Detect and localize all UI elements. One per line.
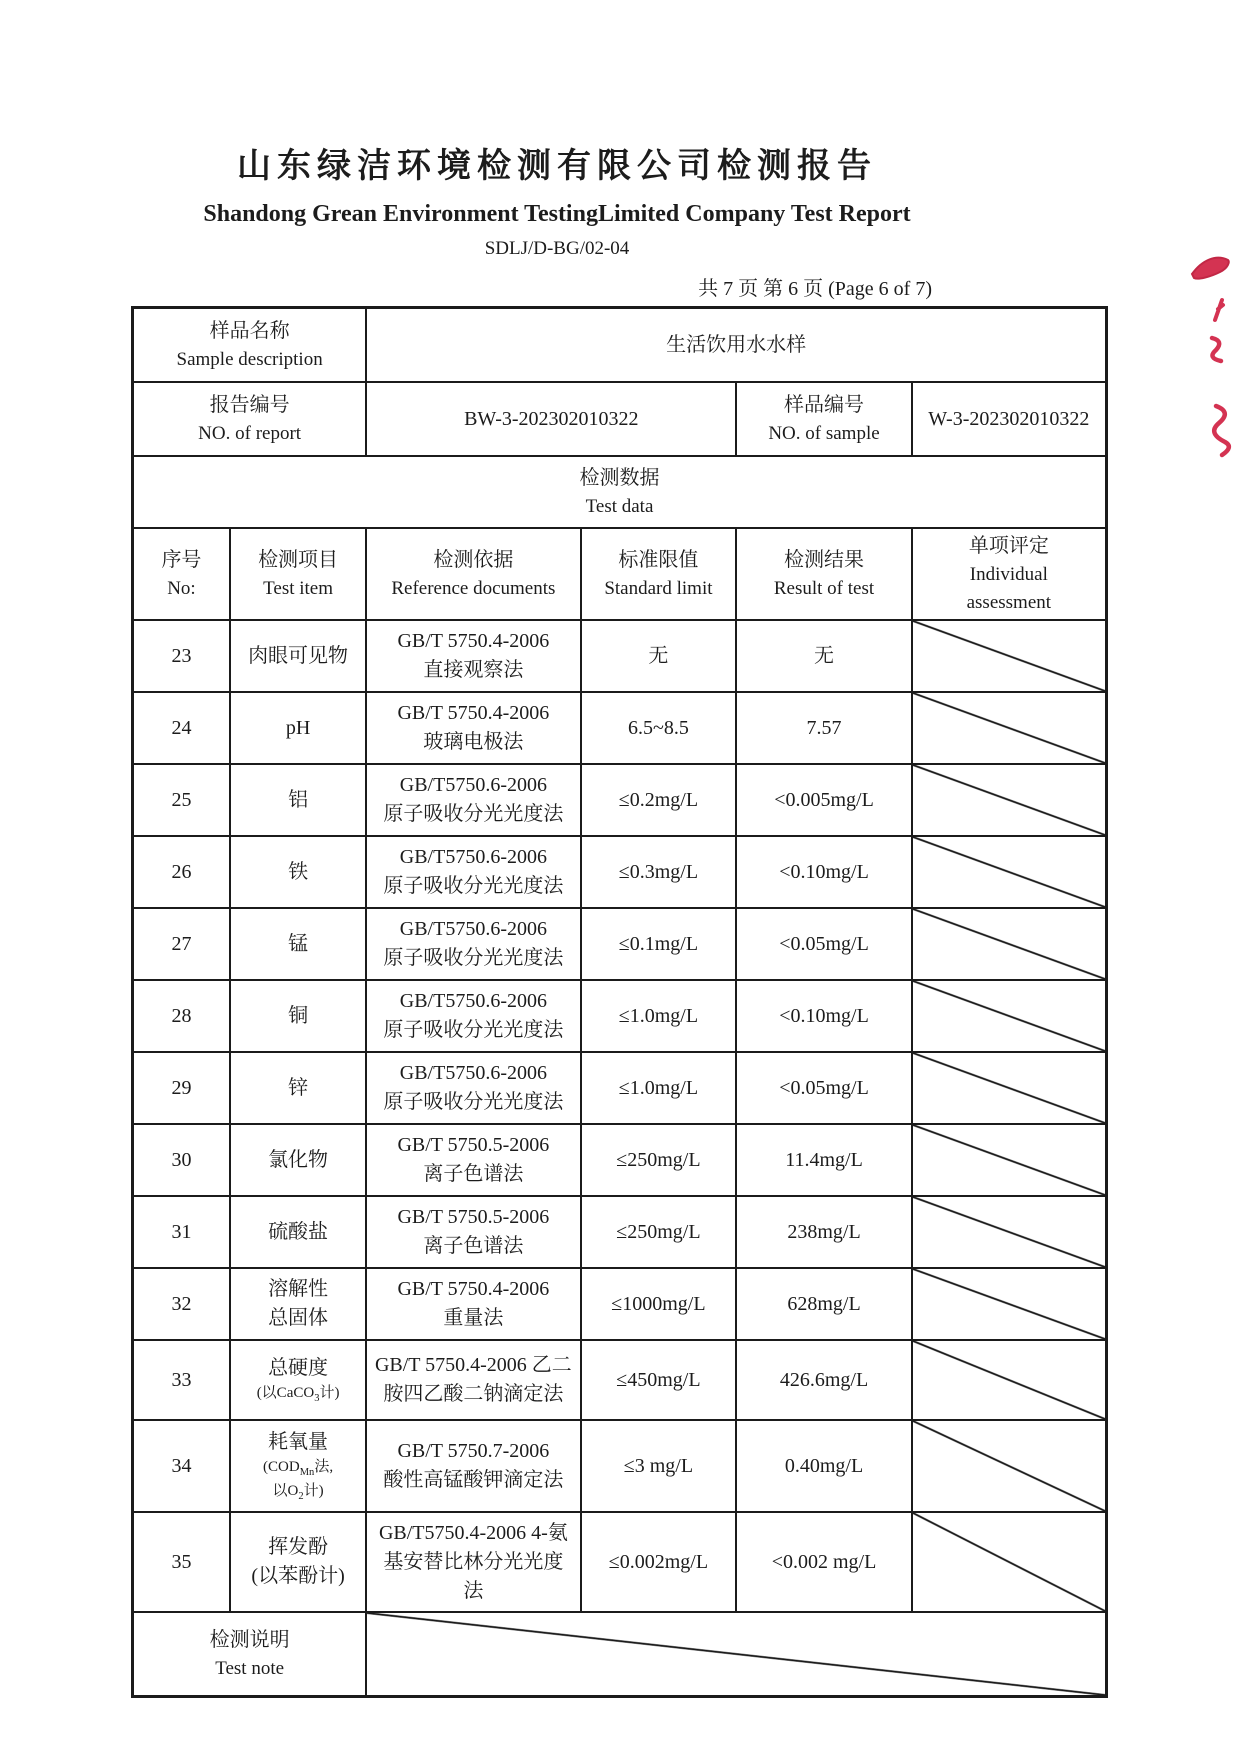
row-reference: GB/T5750.6-2006 原子吸收分光光度法 [366,836,580,908]
row-no: 28 [133,980,230,1052]
row-result: 7.57 [736,692,911,764]
row-standard-limit: ≤0.002mg/L [581,1512,737,1612]
row-standard-limit: ≤250mg/L [581,1124,737,1196]
row-reference: GB/T 5750.5-2006 离子色谱法 [366,1196,580,1268]
row-no: 23 [133,620,230,692]
report-title-cn: 山东绿洁环境检测有限公司检测报告 [237,148,877,185]
row-standard-limit: ≤3 mg/L [581,1420,737,1512]
report-no-value: BW-3-202302010322 [366,382,736,456]
row-item: 铁 [230,836,366,908]
row-standard-limit: ≤0.3mg/L [581,836,737,908]
row-no: 32 [133,1268,230,1340]
document-code: SDLJ/D-BG/02-04 [484,238,630,259]
row-result: 628mg/L [736,1268,911,1340]
row-no: 33 [133,1340,230,1420]
test-row [133,908,1107,980]
section-title: 检测数据 Test data [133,456,1107,528]
row-no: 25 [133,764,230,836]
row-no: 34 [133,1420,230,1512]
row-no: 26 [133,836,230,908]
page-indicator: 共 7 页 第 6 页 (Page 6 of 7) [698,278,932,300]
row-assessment-blank [912,1268,1107,1340]
row-assessment-blank [912,980,1107,1052]
row-reference: GB/T 5750.4-2006 直接观察法 [366,620,580,692]
row-result: 11.4mg/L [736,1124,911,1196]
sample-description-row [133,308,1107,383]
row-assessment-blank [912,1512,1107,1612]
col-header-assessment: 单项评定 Individual assessment [912,528,1107,620]
row-standard-limit: ≤0.1mg/L [581,908,737,980]
row-item: 锰 [230,908,366,980]
row-no: 29 [133,1052,230,1124]
row-assessment-blank [912,1124,1107,1196]
sample-no-label: 样品编号 NO. of sample [736,382,911,456]
sample-no-value: W-3-202302010322 [912,382,1107,456]
row-item: 锌 [230,1052,366,1124]
row-reference: GB/T 5750.4-2006 乙二 胺四乙酸二钠滴定法 [366,1340,580,1420]
sample-description-value: 生活饮用水水样 [366,308,1106,383]
row-assessment-blank [912,836,1107,908]
col-header-reference: 检测依据 Reference documents [366,528,580,620]
test-row [133,1512,1107,1612]
row-result: 0.40mg/L [736,1420,911,1512]
row-item: pH [230,692,366,764]
row-no: 35 [133,1512,230,1612]
sample-description-label: 样品名称 Sample description [133,308,367,383]
test-row [133,836,1107,908]
row-assessment-blank [912,908,1107,980]
row-standard-limit: ≤450mg/L [581,1340,737,1420]
row-reference: GB/T 5750.7-2006 酸性高锰酸钾滴定法 [366,1420,580,1512]
row-result: <0.05mg/L [736,908,911,980]
row-result: <0.002 mg/L [736,1512,911,1612]
row-item: 铜 [230,980,366,1052]
report-title-en: Shandong Grean Environment TestingLimited Company Test Report [203,201,911,227]
row-item: 挥发酚 (以苯酚计) [230,1512,366,1612]
row-item: 耗氧量 ($COD_{Mn}$法, 以$O_2$计) [230,1420,366,1512]
row-no: 31 [133,1196,230,1268]
test-row [133,764,1107,836]
col-header-no: 序号 No: [133,528,230,620]
report-number-row [133,382,1107,456]
row-item: 铝 [230,764,366,836]
test-report-table [131,306,1108,1698]
row-standard-limit: ≤250mg/L [581,1196,737,1268]
row-assessment-blank [912,1052,1107,1124]
row-standard-limit: ≤1.0mg/L [581,980,737,1052]
col-header-result: 检测结果 Result of test [736,528,911,620]
row-result: 426.6mg/L [736,1340,911,1420]
row-item: 硫酸盐 [230,1196,366,1268]
row-reference: GB/T 5750.5-2006 离子色谱法 [366,1124,580,1196]
row-reference: GB/T 5750.4-2006 重量法 [366,1268,580,1340]
test-row [133,1420,1107,1512]
test-row [133,1268,1107,1340]
red-stamp-mark [1186,248,1240,488]
report-no-label: 报告编号 NO. of report [133,382,367,456]
test-row [133,620,1107,692]
test-note-row [133,1612,1107,1697]
row-assessment-blank [912,1340,1107,1420]
row-reference: GB/T5750.4-2006 4-氨 基安替比林分光光度 法 [366,1512,580,1612]
row-assessment-blank [912,692,1107,764]
col-header-item: 检测项目 Test item [230,528,366,620]
row-item: 溶解性 总固体 [230,1268,366,1340]
row-result: 238mg/L [736,1196,911,1268]
row-assessment-blank [912,620,1107,692]
row-reference: GB/T5750.6-2006 原子吸收分光光度法 [366,908,580,980]
test-row [133,692,1107,764]
column-header-row [133,528,1107,620]
row-standard-limit: 无 [581,620,737,692]
section-title-row [133,456,1107,528]
row-result: <0.10mg/L [736,836,911,908]
row-item: 总硬度 (以CaCO$_3$计) [230,1340,366,1420]
row-standard-limit: ≤1000mg/L [581,1268,737,1340]
row-standard-limit: 6.5~8.5 [581,692,737,764]
row-item: 氯化物 [230,1124,366,1196]
test-row [133,1052,1107,1124]
row-assessment-blank [912,1196,1107,1268]
row-result: <0.05mg/L [736,1052,911,1124]
col-header-limit: 标准限值 Standard limit [581,528,737,620]
row-result: <0.005mg/L [736,764,911,836]
row-standard-limit: ≤0.2mg/L [581,764,737,836]
test-row [133,980,1107,1052]
report-header [0,0,1114,260]
test-note-blank [366,1612,1106,1697]
row-reference: GB/T5750.6-2006 原子吸收分光光度法 [366,1052,580,1124]
row-reference: GB/T 5750.4-2006 玻璃电极法 [366,692,580,764]
row-reference: GB/T5750.6-2006 原子吸收分光光度法 [366,980,580,1052]
test-row [133,1196,1107,1268]
test-row [133,1124,1107,1196]
row-assessment-blank [912,764,1107,836]
test-note-label: 检测说明 Test note [133,1612,367,1697]
row-item: 肉眼可见物 [230,620,366,692]
test-row [133,1340,1107,1420]
row-standard-limit: ≤1.0mg/L [581,1052,737,1124]
row-no: 27 [133,908,230,980]
row-reference: GB/T5750.6-2006 原子吸收分光光度法 [366,764,580,836]
row-no: 24 [133,692,230,764]
row-result: 无 [736,620,911,692]
row-no: 30 [133,1124,230,1196]
row-assessment-blank [912,1420,1107,1512]
row-result: <0.10mg/L [736,980,911,1052]
